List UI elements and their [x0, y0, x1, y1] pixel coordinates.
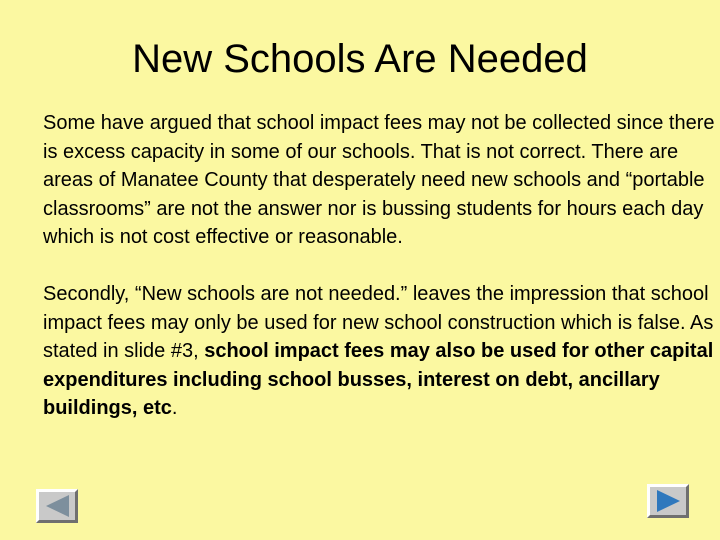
previous-slide-button[interactable] [36, 489, 78, 523]
paragraph-new-schools [43, 280, 715, 423]
paragraph-end-period: . [171, 397, 178, 419]
next-slide-button[interactable] [647, 484, 689, 518]
paragraph-new-schools-text: Secondly, “New schools are not needed.” leaves the impression that school impact fees may only be used for new school construction which is false. As stated in slide #3, [43, 283, 714, 362]
paragraph-excess-capacity: Some have argued that school impact fees may not be collected since there is excess capacity in some of our schools. That is not correct. There are areas of Manatee County that desperately need new schools and “portable classrooms” are not the answer nor is bussing students for hours each day which is not cost effective or reasonable. [43, 112, 715, 248]
slide-body [43, 109, 715, 423]
triangle-right-icon [650, 487, 686, 515]
slide-title: New Schools Are Needed [132, 37, 588, 81]
triangle-left-icon [39, 492, 75, 520]
paragraph-capital-expenditures-bold: school impact fees may also be used for other capital expenditures including school busses, interest on debt, ancillary buildings, etc [43, 340, 714, 419]
